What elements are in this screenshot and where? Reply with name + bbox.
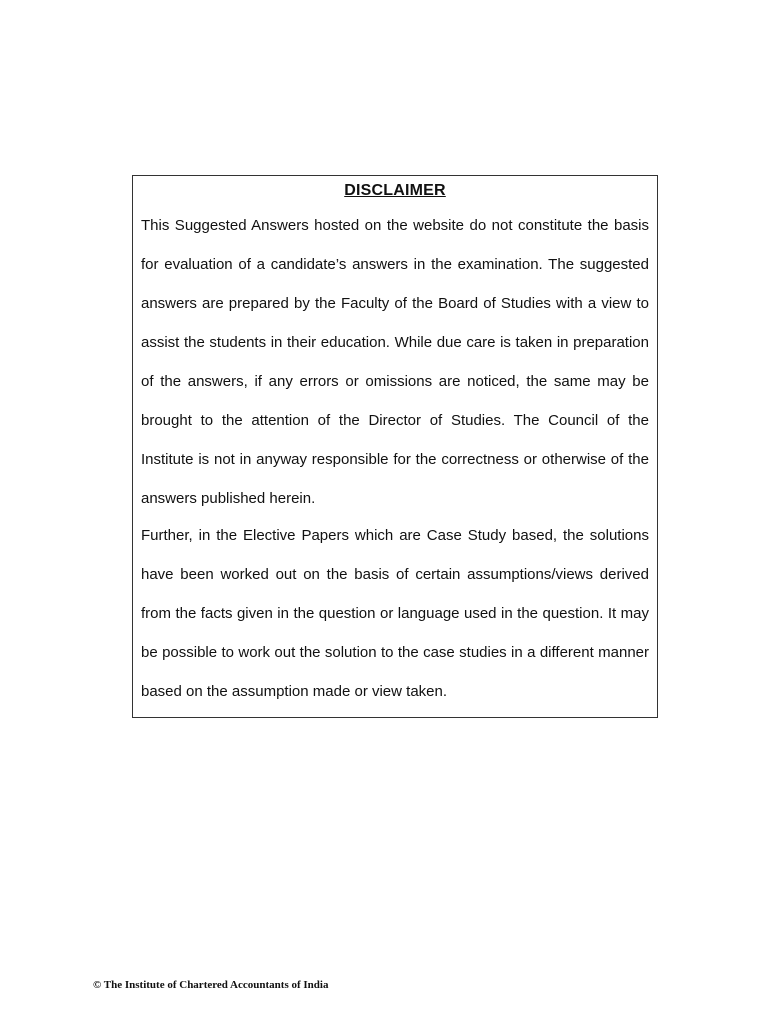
disclaimer-paragraph-1: This Suggested Answers hosted on the website do not constitute the basis for evaluation of a candidate’s answers in the examination. The suggested answers are prepared by the Faculty of the Board of Studies with a view to assist the students in their education. While due care is taken in preparation of the answers, if any errors or omissions are noticed, the same may be brought to the attention of the Director of Studies. The Council of the Institute is not in anyway responsible for the correctness or otherwise of the answers published herein. <box>141 217 649 507</box>
copyright-footer: © The Institute of Chartered Accountants of India <box>93 979 329 991</box>
disclaimer-title: DISCLAIMER <box>344 182 446 199</box>
disclaimer-paragraph-2: Further, in the Elective Papers which are Case Study based, the solutions have been worked out on the basis of certain assumptions/views derived from the facts given in the question or language used in the question. It may be possible to work out the solution to the case studies in a different manner based on the assumption made or view taken. <box>141 527 649 700</box>
disclaimer-box <box>132 175 658 718</box>
